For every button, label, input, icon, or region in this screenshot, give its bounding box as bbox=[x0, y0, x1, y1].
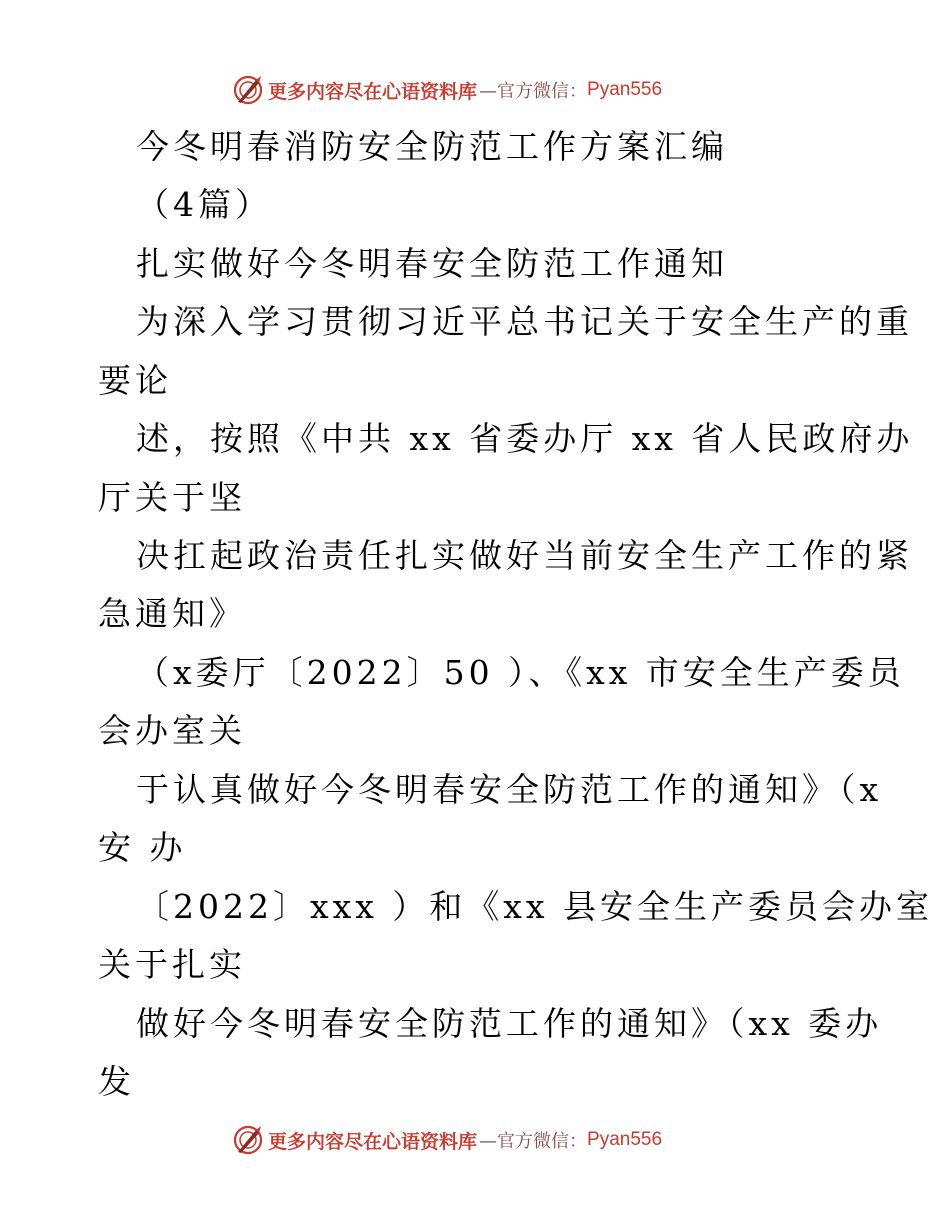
banner-brand-text: 更多内容尽在心语资料库 bbox=[268, 1130, 478, 1153]
doc-paragraph-line: 安 办 bbox=[98, 828, 187, 867]
quill-pen-seal-icon bbox=[232, 1124, 264, 1156]
doc-section-heading: 扎实做好今冬明春安全防范工作通知 bbox=[136, 244, 728, 283]
doc-title-count: （4篇） bbox=[136, 185, 272, 224]
doc-paragraph-line: 于认真做好今冬明春安全防范工作的通知》（x bbox=[136, 770, 883, 809]
banner-brand-text: 更多内容尽在心语资料库 bbox=[268, 80, 478, 103]
banner-wechat-handle: Pyan556 bbox=[587, 79, 663, 100]
banner-wechat-label: —官方微信： bbox=[479, 1131, 588, 1152]
doc-paragraph-line: 厅关于坚 bbox=[98, 478, 246, 517]
doc-paragraph-line: 急通知》 bbox=[98, 594, 246, 633]
banner-wechat-handle: Pyan556 bbox=[587, 1129, 663, 1150]
doc-paragraph-line: 为深入学习贯彻习近平总书记关于安全生产的重 bbox=[136, 302, 913, 341]
doc-paragraph-line: 做好今冬明春安全防范工作的通知》（xx 委办 bbox=[136, 1004, 883, 1043]
quill-pen-seal-icon bbox=[232, 74, 264, 106]
doc-title-line: 今冬明春消防安全防范工作方案汇编 bbox=[136, 127, 728, 166]
doc-paragraph-line: 述，按照《中共 xx 省委办厅 xx 省人民政府办 bbox=[136, 419, 914, 458]
doc-paragraph-line: 会办室关 bbox=[98, 711, 246, 750]
footer-banner bbox=[232, 1122, 662, 1158]
doc-paragraph-line: 要论 bbox=[98, 361, 172, 400]
doc-paragraph-line: 发 bbox=[98, 1062, 135, 1101]
header-banner bbox=[232, 72, 662, 108]
doc-paragraph-line: （x委厅〔2022〕50 ）、《xx 市安全生产委员 bbox=[136, 653, 905, 692]
doc-paragraph-line: 关于扎实 bbox=[98, 945, 246, 984]
banner-wechat-label: —官方微信： bbox=[479, 81, 588, 102]
doc-paragraph-line: 决扛起政治责任扎实做好当前安全生产工作的紧 bbox=[136, 536, 913, 575]
doc-paragraph-line: 〔2022〕xxx ）和《xx 县安全生产委员会办室 bbox=[136, 887, 934, 926]
